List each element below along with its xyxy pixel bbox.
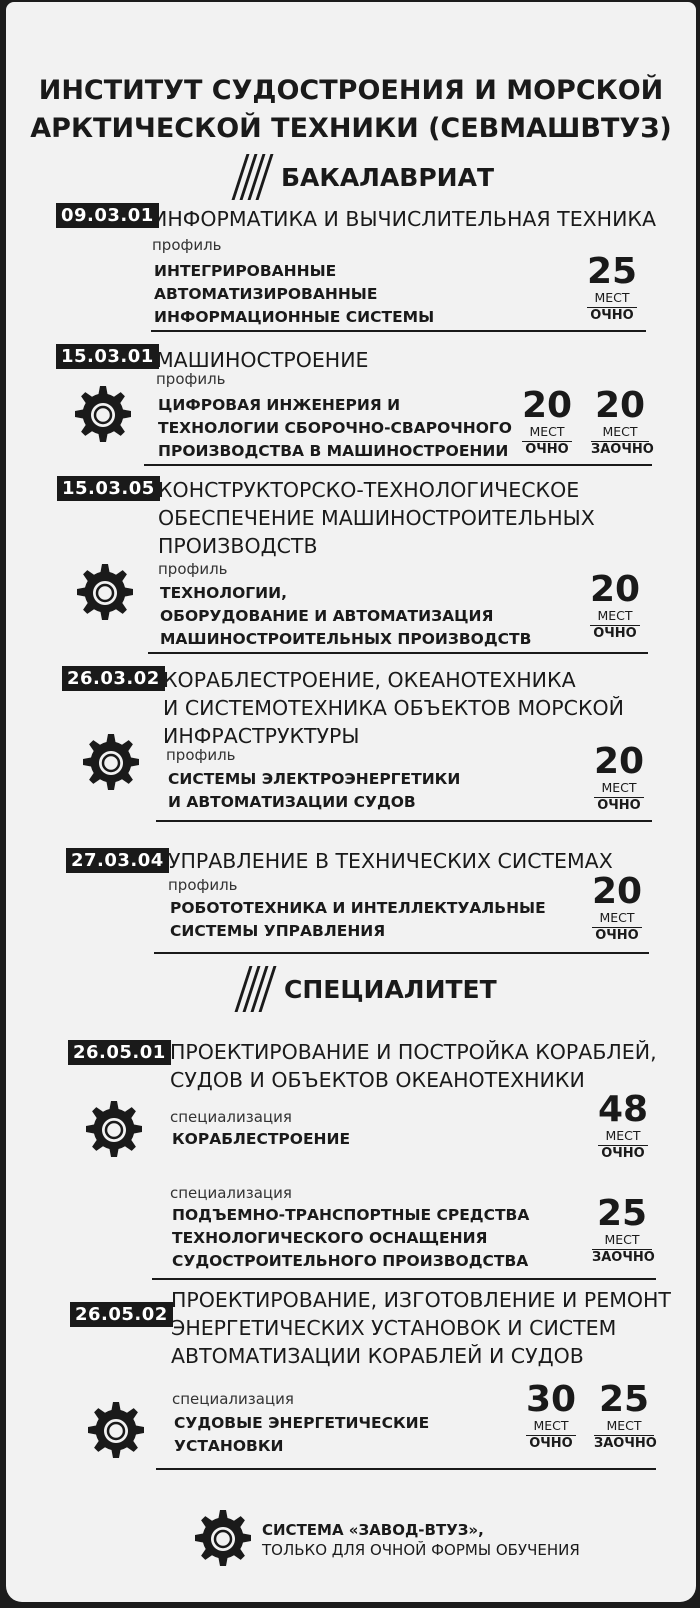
footer-line-2: ТОЛЬКО ДЛЯ ОЧНОЙ ФОРМЫ ОБУЧЕНИЯ xyxy=(262,1541,580,1559)
specialization-label: специализация xyxy=(170,1184,292,1202)
profile-name: ИНТЕГРИРОВАННЫЕ АВТОМАТИЗИРОВАННЫЕ ИНФОРМАЦИОННЫЕ СИСТЕМЫ xyxy=(154,262,435,326)
specialization-name: СУДОВЫЕ ЭНЕРГЕТИЧЕСКИЕ УСТАНОВКИ xyxy=(174,1414,430,1455)
seats-full-time: 25 МЕСТ ОЧНО xyxy=(586,251,638,323)
profile-label: профиль xyxy=(152,236,222,254)
gear-icon xyxy=(74,386,132,444)
footer-note xyxy=(262,1520,580,1560)
divider xyxy=(148,652,648,654)
hatch-icon xyxy=(231,154,269,200)
divider xyxy=(154,952,649,954)
divider xyxy=(152,1278,656,1280)
section-title-bachelor: БАКАЛАВРИАТ xyxy=(281,162,495,192)
seats-part-time: 25 МЕСТ ЗАОЧНО xyxy=(594,1379,657,1451)
seats-full-time: 30 МЕСТ ОЧНО xyxy=(525,1379,577,1451)
profile-name: РОБОТОТЕХНИКА И ИНТЕЛЛЕКТУАЛЬНЫЕ СИСТЕМЫ УПРАВЛЕНИЯ xyxy=(170,899,546,940)
program-direction: УПРАВЛЕНИЕ В ТЕХНИЧЕСКИХ СИСТЕМАХ xyxy=(168,849,613,873)
profile-name: ТЕХНОЛОГИИ, ОБОРУДОВАНИЕ И АВТОМАТИЗАЦИЯ МАШИНОСТРОИТЕЛЬНЫХ ПРОИЗВОДСТВ xyxy=(160,584,532,648)
seats-full-time: 20 МЕСТ ОЧНО xyxy=(589,569,641,641)
poster xyxy=(6,2,696,1602)
seats-part-time: 25 МЕСТ ЗАОЧНО xyxy=(592,1193,655,1265)
profile-name: ЦИФРОВАЯ ИНЖЕНЕРИЯ И ТЕХНОЛОГИИ СБОРОЧНО-СВАРОЧНОГО ПРОИЗВОДСТВА В МАШИНОСТРОЕНИИ xyxy=(158,396,512,460)
divider xyxy=(144,464,652,466)
program-code: 27.03.04 xyxy=(66,848,169,873)
profile-label: профиль xyxy=(156,370,226,388)
seats-full-time: 20 МЕСТ ОЧНО xyxy=(521,385,573,457)
program-code: 26.05.01 xyxy=(68,1040,171,1065)
gear-icon xyxy=(194,1510,252,1568)
program-direction: ПРОЕКТИРОВАНИЕ И ПОСТРОЙКА КОРАБЛЕЙ, СУДОВ И ОБЪЕКТОВ ОКЕАНОТЕХНИКИ xyxy=(170,1040,657,1092)
specialization-label: специализация xyxy=(172,1390,294,1408)
divider xyxy=(156,820,652,822)
program-direction: ПРОЕКТИРОВАНИЕ, ИЗГОТОВЛЕНИЕ И РЕМОНТ ЭНЕРГЕТИЧЕСКИХ УСТАНОВОК И СИСТЕМ АВТОМАТИЗАЦИИ КОРАБЛЕЙ И СУДОВ xyxy=(171,1288,671,1368)
program-direction: КОРАБЛЕСТРОЕНИЕ, ОКЕАНОТЕХНИКА И СИСТЕМОТЕХНИКА ОБЪЕКТОВ МОРСКОЙ ИНФРАСТРУКТУРЫ xyxy=(163,668,625,748)
divider xyxy=(151,330,646,332)
footer-line-1: СИСТЕМА «ЗАВОД-ВТУЗ», xyxy=(262,1521,484,1539)
seats-full-time: 20 МЕСТ ОЧНО xyxy=(591,871,643,943)
seats-part-time: 20 МЕСТ ЗАОЧНО xyxy=(591,385,654,457)
gear-icon xyxy=(85,1101,143,1159)
program-direction: КОНСТРУКТОРСКО-ТЕХНОЛОГИЧЕСКОЕ ОБЕСПЕЧЕНИЕ МАШИНОСТРОИТЕЛЬНЫХ ПРОИЗВОДСТВ xyxy=(158,478,595,558)
profile-name: СИСТЕМЫ ЭЛЕКТРОЭНЕРГЕТИКИ И АВТОМАТИЗАЦИИ СУДОВ xyxy=(168,770,461,811)
divider xyxy=(156,1468,656,1470)
section-bachelor xyxy=(231,154,494,200)
profile-label: профиль xyxy=(158,560,228,578)
specialization-name: КОРАБЛЕСТРОЕНИЕ xyxy=(172,1130,351,1148)
program-direction: МАШИНОСТРОЕНИЕ xyxy=(156,348,369,372)
section-title-specialist: СПЕЦИАЛИТЕТ xyxy=(284,974,497,1004)
specialization-label: специализация xyxy=(170,1108,292,1126)
program-code: 09.03.01 xyxy=(56,203,159,228)
gear-icon xyxy=(87,1402,145,1460)
gear-icon xyxy=(82,734,140,792)
seats-full-time: 48 МЕСТ ОЧНО xyxy=(597,1089,649,1161)
title-line-2: АРКТИЧЕСКОЙ ТЕХНИКИ (СЕВМАШВТУЗ) xyxy=(30,113,672,144)
gear-icon xyxy=(76,564,134,622)
program-code: 26.05.02 xyxy=(70,1302,173,1327)
title-line-1: ИНСТИТУТ СУДОСТРОЕНИЯ И МОРСКОЙ xyxy=(38,75,664,106)
institute-title xyxy=(6,72,696,148)
program-code: 15.03.05 xyxy=(57,476,160,501)
program-code: 15.03.01 xyxy=(56,344,159,369)
profile-label: профиль xyxy=(168,876,238,894)
program-code: 26.03.02 xyxy=(62,666,165,691)
hatch-icon xyxy=(234,966,272,1012)
seats-full-time: 20 МЕСТ ОЧНО xyxy=(593,741,645,813)
program-direction: ИНФОРМАТИКА И ВЫЧИСЛИТЕЛЬНАЯ ТЕХНИКА xyxy=(152,207,657,231)
section-specialist xyxy=(234,966,497,1012)
profile-label: профиль xyxy=(166,746,236,764)
specialization-name: ПОДЪЕМНО-ТРАНСПОРТНЫЕ СРЕДСТВА ТЕХНОЛОГИЧЕСКОГО ОСНАЩЕНИЯ СУДОСТРОИТЕЛЬНОГО ПРОИЗВОДСТВА xyxy=(172,1206,530,1270)
